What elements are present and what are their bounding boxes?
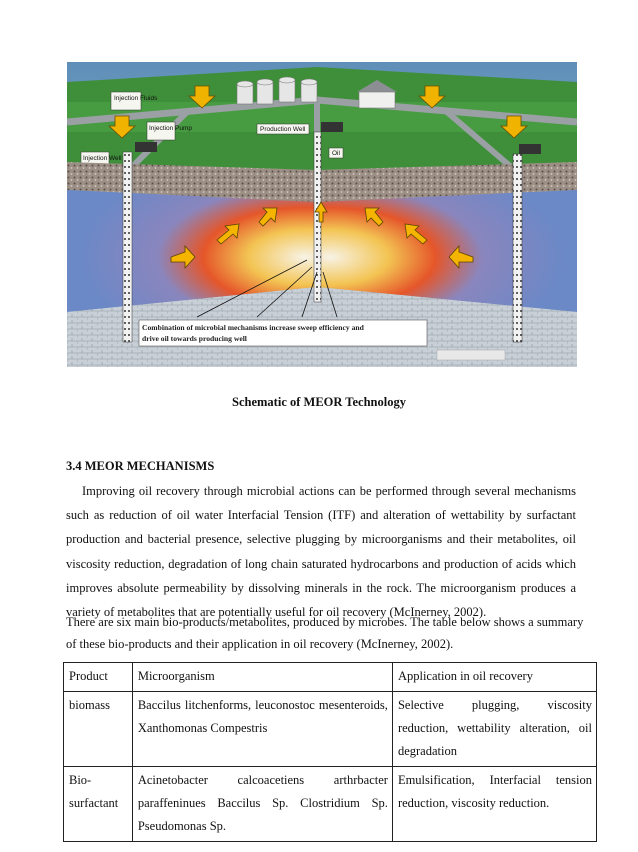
production-well-label: Production Well — [260, 126, 306, 133]
paragraph-bioproducts: There are six main bio-products/metabolites, produced by microbes. The table below shows a summary of these bio-products and their application in oil recovery (McInerney, 2002). — [66, 615, 584, 651]
table-cell-product: biomass — [64, 692, 133, 767]
figure-banner-line-1: Combination of microbial mechanisms increase sweep efficiency and — [142, 323, 364, 332]
table-row — [64, 767, 597, 842]
table-cell-microorganism: Baccilus litchenforms, leuconostoc mesenteroids, Xanthomonas Compestris — [132, 692, 392, 767]
figure-caption: Schematic of MEOR Technology — [232, 395, 406, 409]
table-row — [64, 692, 597, 767]
meor-schematic-figure — [67, 62, 577, 367]
section-heading: 3.4 MEOR MECHANISMS — [66, 459, 215, 473]
paragraph-mechanisms-text: Improving oil recovery through microbial actions can be performed through several mechanisms such as reduction of oil water Interfacial Tension (ITF) and alteration of wettability by surfactant production and bacterial presence, selective plugging by microorganisms and their metabolites, oil viscosity reduction, degradation of long chain saturated hydrocarbons and production of acids which improves absolute permeability by dissolving minerals in the rock. The microorganism produces a variety of metabolites that are potentially useful for oil recovery (McInerney, 2002). — [66, 484, 576, 620]
figure-banner-line-2: drive oil towards producing well — [142, 334, 247, 343]
paragraph-mechanisms — [66, 479, 576, 624]
table-header-cell: Product — [64, 663, 133, 692]
bioproducts-table — [63, 662, 597, 842]
oil-label: Oil — [332, 150, 340, 157]
table-cell-application: Emulsification, Interfacial tension reduction, viscosity reduction. — [392, 767, 596, 842]
table-header-cell: Application in oil recovery — [392, 663, 596, 692]
table-header-row — [64, 663, 597, 692]
injection-pump-label: Injection Pump — [149, 125, 192, 132]
table-cell-microorganism: Acinetobacter calcoacetiens arthrbacter paraffeninues Baccilus Sp. Clostridium Sp. Pseudomonas Sp. — [132, 767, 392, 842]
injection-fluids-label: Injection Fluids — [114, 95, 158, 102]
table-header-cell: Microorganism — [132, 663, 392, 692]
table-cell-product: Bio-surfactant — [64, 767, 133, 842]
table-cell-application: Selective plugging, viscosity reduction, wettability alteration, oil degradation — [392, 692, 596, 767]
injection-well-label: Injection Well — [83, 155, 122, 162]
